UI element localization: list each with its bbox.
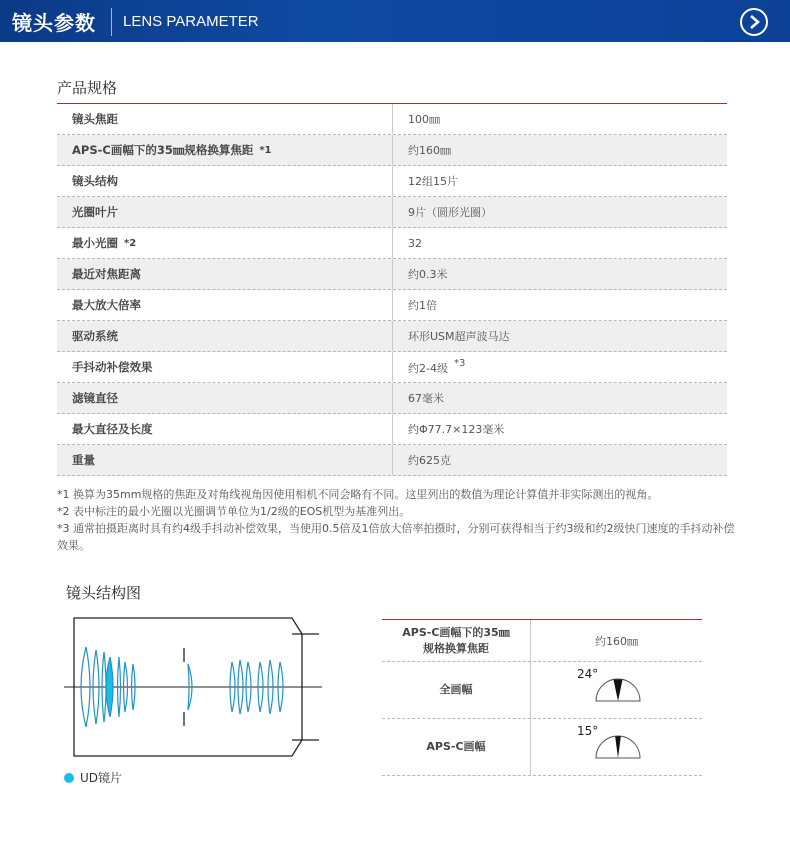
spec-label-text: 最小光圈 [72, 236, 118, 250]
spec-label-text: 镜头结构 [72, 174, 118, 188]
spec-label-text: 最近对焦距离 [72, 267, 141, 281]
spec-value [393, 237, 422, 250]
chevron-right-icon [746, 14, 762, 30]
spec-value [393, 328, 510, 344]
spec-label-text: 驱动系统 [72, 329, 118, 343]
spec-value [393, 452, 451, 468]
spec-row [57, 166, 727, 197]
spec-label-text: APS-C画幅下的35㎜规格换算焦距 [72, 143, 254, 157]
spec-row [57, 228, 727, 259]
spec-label-text: 镜头焦距 [72, 112, 118, 126]
spec-row [57, 321, 727, 352]
spec-value [393, 358, 465, 376]
angle-row-value [531, 662, 702, 718]
diagram-legend [64, 769, 122, 786]
spec-row [57, 259, 727, 290]
spec-row [57, 352, 727, 383]
header-title-cn: 镜头参数 [12, 11, 96, 35]
spec-row [57, 135, 727, 166]
spec-label-text: 滤镜直径 [72, 391, 118, 405]
spec-label [57, 445, 393, 475]
footnote-text: *3 通常拍摄距离时具有约4级手抖动补偿效果，当使用0.5倍及1倍放大倍率拍摄时，分别可获得相当于约3级和约2级快门速度的手抖动补偿效果。 [57, 522, 735, 552]
footnotes [57, 486, 737, 554]
header-title-en: LENS PARAMETER [123, 13, 259, 30]
spec-value-text: 环形USM超声波马达 [408, 330, 510, 343]
footnote-marker: *2 [124, 237, 137, 249]
angle-degree-label: 24° [577, 667, 599, 681]
spec-value-text: 100㎜ [408, 113, 440, 126]
spec-value [393, 111, 440, 127]
footnote-marker: *3 [453, 358, 466, 369]
spec-label [57, 352, 393, 382]
lens-structure-diagram [64, 612, 324, 762]
spec-value-text: 约2-4级 [408, 362, 448, 375]
angle-row-value [531, 719, 702, 775]
angle-row [382, 662, 702, 719]
spec-value [393, 390, 444, 406]
angle-row-value [531, 620, 702, 661]
ud-lens-swatch [64, 773, 74, 783]
spec-row [57, 383, 727, 414]
spec-label [57, 166, 393, 196]
header-divider [111, 8, 112, 36]
ud-lens-label: UD镜片 [80, 771, 123, 785]
spec-value-text: 约1倍 [408, 299, 437, 312]
spec-table [57, 103, 727, 476]
spec-label [57, 321, 393, 351]
spec-label [57, 228, 393, 258]
spec-row [57, 445, 727, 476]
spec-row [57, 414, 727, 445]
angle-row [382, 620, 702, 662]
spec-value-text: 约Φ77.7×123毫米 [408, 423, 505, 436]
spec-value [393, 173, 458, 189]
footnote-text: *1 换算为35mm规格的焦距及对角线视角因使用相机不同会略有不同。这里列出的数值为理论计算值并非实际测出的视角。 [57, 488, 659, 501]
structure-section-title: 镜头结构图 [66, 584, 142, 602]
spec-label [57, 290, 393, 320]
spec-label-text: 手抖动补偿效果 [72, 360, 153, 374]
spec-value-text: 9片（圆形光圈） [408, 206, 492, 219]
spec-row [57, 197, 727, 228]
specs-section-title: 产品规格 [57, 79, 118, 97]
spec-value-text: 67毫米 [408, 392, 444, 405]
angle-of-view-icon [593, 674, 643, 704]
spec-label [57, 383, 393, 413]
spec-label [57, 104, 393, 134]
spec-value [393, 204, 492, 220]
spec-value [393, 266, 448, 282]
page-header [0, 0, 790, 42]
spec-value-text: 12组15片 [408, 175, 458, 188]
angle-row-label: APS-C画幅 [382, 719, 531, 775]
angle-row-label: APS-C画幅下的35㎜ 规格换算焦距 [382, 620, 531, 661]
spec-label [57, 197, 393, 227]
spec-label [57, 259, 393, 289]
spec-value-text: 约0.3米 [408, 268, 448, 281]
angle-degree-label: 15° [577, 724, 599, 738]
footnote-text: *2 表中标注的最小光圈以光圈调节单位为1/2级的EOS机型为基准列出。 [57, 505, 411, 518]
spec-row [57, 290, 727, 321]
spec-label [57, 414, 393, 444]
spec-row [57, 104, 727, 135]
angle-row [382, 719, 702, 776]
spec-label-text: 最大放大倍率 [72, 298, 141, 312]
spec-value [393, 421, 504, 437]
spec-label [57, 135, 393, 165]
spec-label-text: 光圈叶片 [72, 205, 118, 219]
spec-label-text: 最大直径及长度 [72, 422, 153, 436]
spec-value-text: 约160㎜ [408, 144, 451, 157]
spec-value-text: 32 [408, 236, 422, 250]
spec-label-text: 重量 [72, 453, 95, 467]
angle-of-view-table [382, 619, 702, 776]
spec-value-text: 约625克 [408, 454, 451, 467]
angle-wedge [615, 736, 621, 758]
angle-value-text: 约160㎜ [595, 634, 638, 648]
next-button[interactable] [740, 8, 768, 36]
spec-value [393, 142, 451, 158]
angle-of-view-icon [593, 731, 643, 761]
spec-value [393, 297, 437, 313]
angle-wedge [613, 679, 622, 701]
angle-row-label: 全画幅 [382, 662, 531, 718]
footnote-marker: *1 [259, 144, 272, 156]
